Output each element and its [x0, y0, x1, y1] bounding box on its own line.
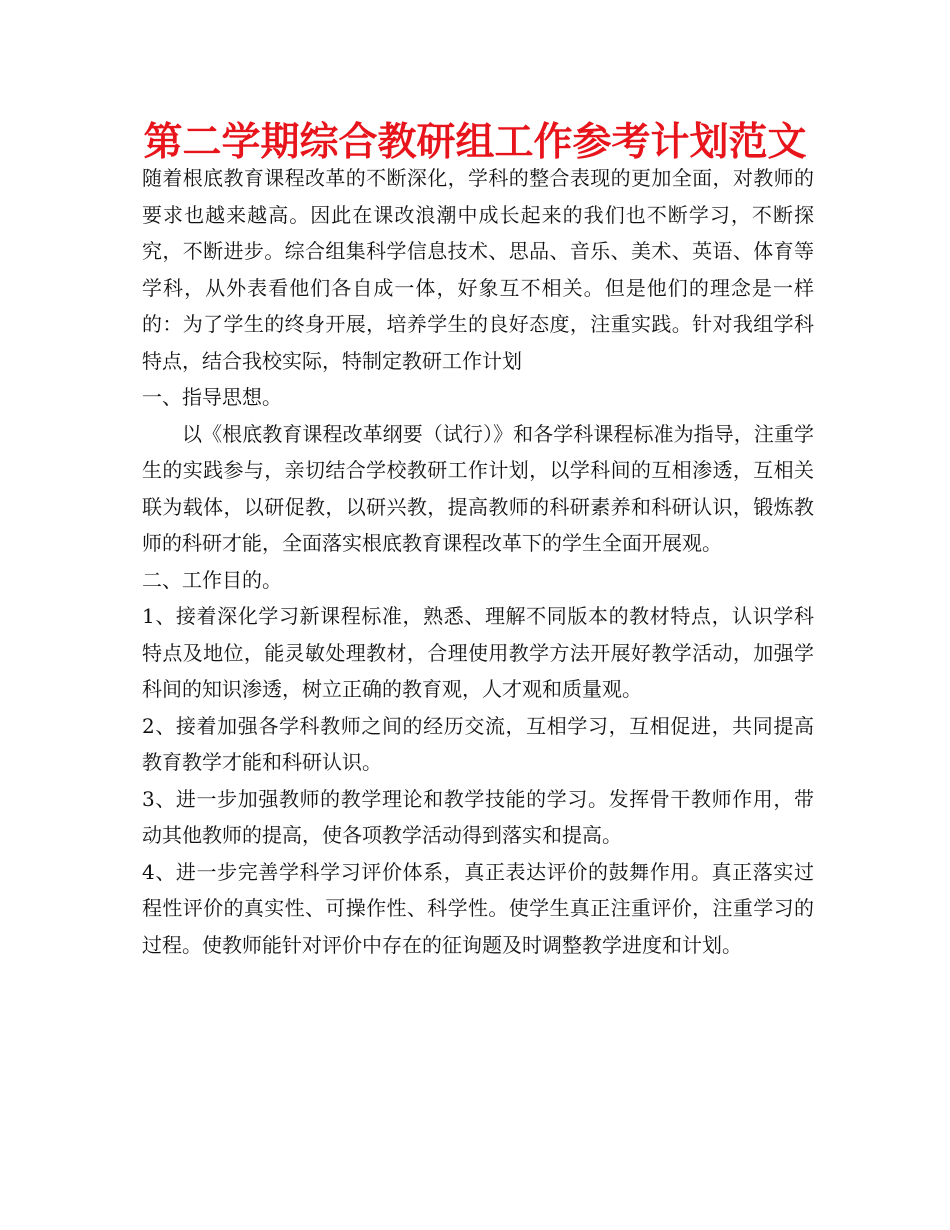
goal-item-4: 4、进一步完善学科学习评价体系，真正表达评价的鼓舞作用。真正落实过程性评价的真实性、可操作性、科学性。使学生真正注重评价，注重学习的过程。使教师能针对评价中存在的征询题及时调整教学进度和计划。	[142, 859, 814, 957]
goal-item-3: 3、进一步加强教师的教学理论和教学技能的学习。发挥骨干教师作用，带动其他教师的提高，使各项教学活动得到落实和提高。	[142, 786, 814, 847]
section-heading-guiding-ideology: 一、指导思想。	[142, 385, 282, 409]
goal-item-1: 1、接着深化学习新课程标准，熟悉、理解不同版本的教材特点，认识学科特点及地位，能灵敏处理教材，合理使用教学方法开展好教学活动，加强学科间的知识渗透，树立正确的教育观，人才观和质量观。	[142, 604, 814, 701]
section-heading-work-goals: 二、工作目的。	[142, 567, 282, 592]
guiding-ideology-paragraph: 以《根底教育课程改革纲要（试行）》和各学科课程标准为指导，注重学生的实践参与，亲切结合学校教研工作计划，以学科间的互相渗透，互相关联为载体，以研促教，以研兴教，提高教师的科研素养和科研认识，锻炼教师的科研才能，全面落实根底教育课程改革下的学生全面开展观。	[142, 421, 814, 555]
goal-item-2: 2、接着加强各学科教师之间的经历交流，互相学习，互相促进，共同提高教育教学才能和科研认识。	[142, 713, 814, 774]
document-title: 第二学期综合教研组工作参考计划范文	[143, 120, 807, 165]
document-body	[142, 160, 814, 963]
intro-paragraph: 随着根底教育课程改革的不断深化，学科的整合表现的更加全面，对教师的要求也越来越高。因此在课改浪潮中成长起来的我们也不断学习，不断探究，不断进步。综合组集科学信息技术、思品、音乐、美术、英语、体育等学科，从外表看他们各自成一体，好象互不相关。但是他们的理念是一样的：为了学生的终身开展，培养学生的良好态度，注重实践。针对我组学科特点，结合我校实际，特制定教研工作计划	[142, 166, 814, 373]
